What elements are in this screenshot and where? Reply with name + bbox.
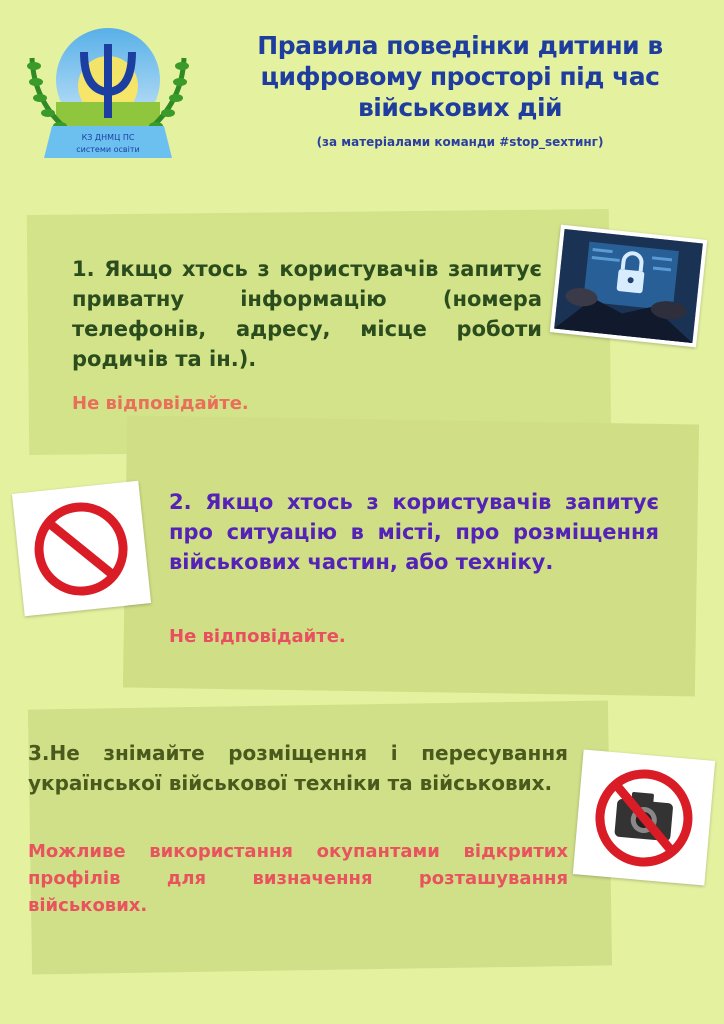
no-entry-icon	[12, 481, 151, 617]
rule-2-advice: Не відповідайте.	[169, 626, 346, 647]
rule-3-text: 3.Не знімайте розміщення і пересування української військової техніки та військових.	[28, 741, 568, 795]
title-line: військових дій	[357, 93, 563, 122]
svg-text:КЗ ДНМЦ ПС: КЗ ДНМЦ ПС	[81, 133, 135, 142]
rule-2-text: 2. Якщо хтось з користувачів запитує про ситуацію в місті, про розміщення військових частин, або техніку.	[169, 490, 659, 574]
title-line: цифровому просторі під час	[260, 62, 660, 91]
security-lock-photo-icon	[550, 225, 707, 348]
title-line: Правила поведінки дитини в	[257, 31, 663, 60]
rule-1-advice: Не відповідайте.	[72, 393, 249, 414]
rule-1-text: 1. Якщо хтось з користувачів запитує приватну інформацію (номера телефонів, адресу, місце роботи родичів та ін.).	[72, 257, 542, 371]
no-camera-icon	[573, 749, 715, 885]
psychology-emblem-icon	[22, 18, 194, 170]
page-subtitle: (за матеріалами команди #stop_sexтинг)	[316, 135, 604, 149]
svg-text:системи освіти: системи освіти	[76, 145, 140, 154]
page-title	[215, 30, 705, 123]
rule-3-advice: Можливе використання окупантами відкритих профілів для визначення розташування військових.	[28, 841, 568, 916]
